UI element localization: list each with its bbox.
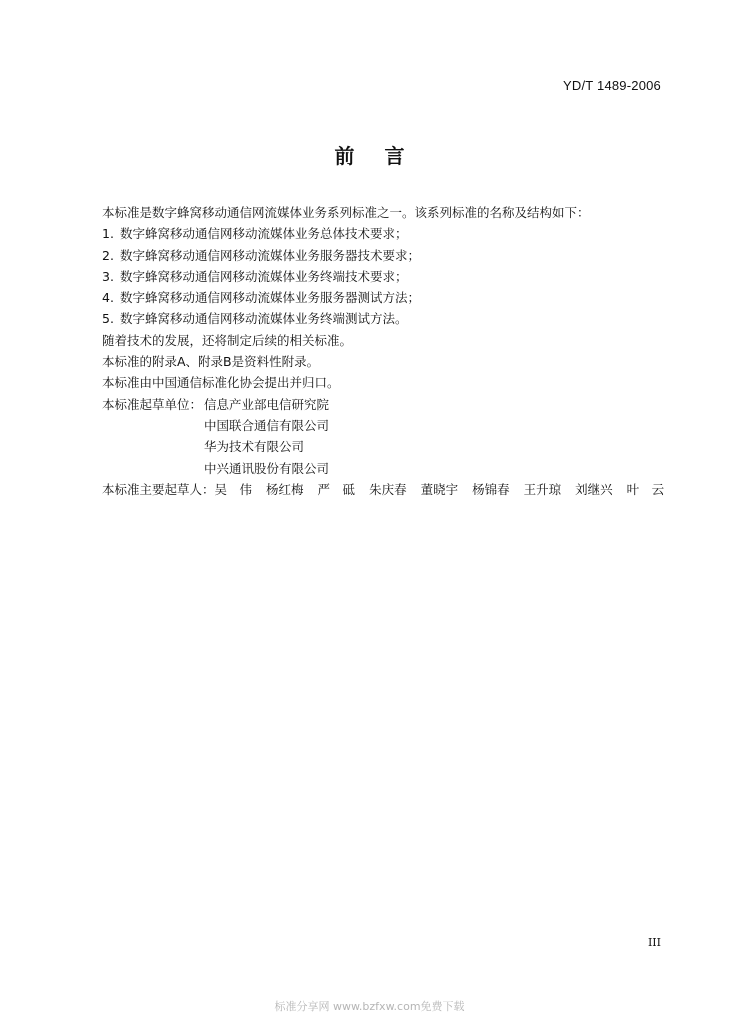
drafting-unit: 华为技术有限公司	[204, 439, 305, 455]
list-item	[102, 308, 682, 329]
drafting-unit-row	[102, 415, 682, 436]
drafting-unit-row	[102, 394, 682, 415]
drafter-name: 王升琼	[523, 481, 562, 497]
page-number: III	[647, 936, 661, 949]
list-item	[102, 223, 682, 244]
drafters-row	[102, 479, 682, 500]
list-text: 数字蜂窝移动通信网移动流媒体业务总体技术要求；	[120, 226, 408, 242]
list-text: 数字蜂窝移动通信网移动流媒体业务终端技术要求；	[120, 268, 408, 284]
drafter-name: 叶 云	[626, 481, 665, 497]
drafting-unit: 信息产业部电信研究院	[204, 396, 330, 412]
watermark[interactable]: 标准分享网 www.bzfxw.com免费下载	[274, 1000, 465, 1013]
drafters-label: 本标准主要起草人：	[102, 481, 215, 497]
page-title: 前言	[334, 144, 435, 168]
intro-paragraph: 本标准是数字蜂窝移动通信网流媒体业务系列标准之一。该系列标准的名称及结构如下：	[102, 205, 590, 220]
list-item	[102, 287, 682, 308]
drafting-unit-row	[102, 458, 682, 479]
list-number: 2.	[102, 247, 114, 263]
drafting-unit-row	[102, 436, 682, 457]
drafting-unit: 中兴通讯股份有限公司	[204, 460, 330, 476]
statement-future-standards: 随着技术的发展，还将制定后续的相关标准。	[102, 332, 353, 348]
statement-proposer: 本标准由中国通信标准化协会提出并归口。	[102, 375, 340, 391]
list-item	[102, 266, 682, 287]
list-number: 5.	[102, 311, 114, 327]
drafter-name: 董晓宇	[420, 481, 459, 497]
list-text: 数字蜂窝移动通信网移动流媒体业务服务器技术要求；	[120, 247, 421, 263]
list-number: 4.	[102, 290, 114, 306]
standard-code: YD/T 1489-2006	[563, 78, 661, 93]
drafter-name: 杨红梅	[266, 481, 304, 497]
foreword-body	[102, 202, 682, 500]
drafter-name: 朱庆春	[369, 481, 407, 497]
statement-annexes: 本标准的附录A、附录B是资料性附录。	[102, 354, 320, 370]
list-text: 数字蜂窝移动通信网移动流媒体业务终端测试方法。	[120, 311, 408, 327]
drafter-name: 严 砥	[317, 481, 356, 497]
drafter-name: 杨锦春	[472, 481, 510, 497]
drafting-units-label: 本标准起草单位：	[102, 396, 203, 412]
list-text: 数字蜂窝移动通信网移动流媒体业务服务器测试方法；	[120, 290, 421, 306]
drafting-unit: 中国联合通信有限公司	[204, 417, 330, 433]
drafter-name: 刘继兴	[575, 481, 613, 497]
drafter-name: 吴 伟	[214, 481, 253, 497]
list-item	[102, 245, 682, 266]
list-number: 3.	[102, 268, 114, 284]
list-number: 1.	[102, 226, 114, 242]
